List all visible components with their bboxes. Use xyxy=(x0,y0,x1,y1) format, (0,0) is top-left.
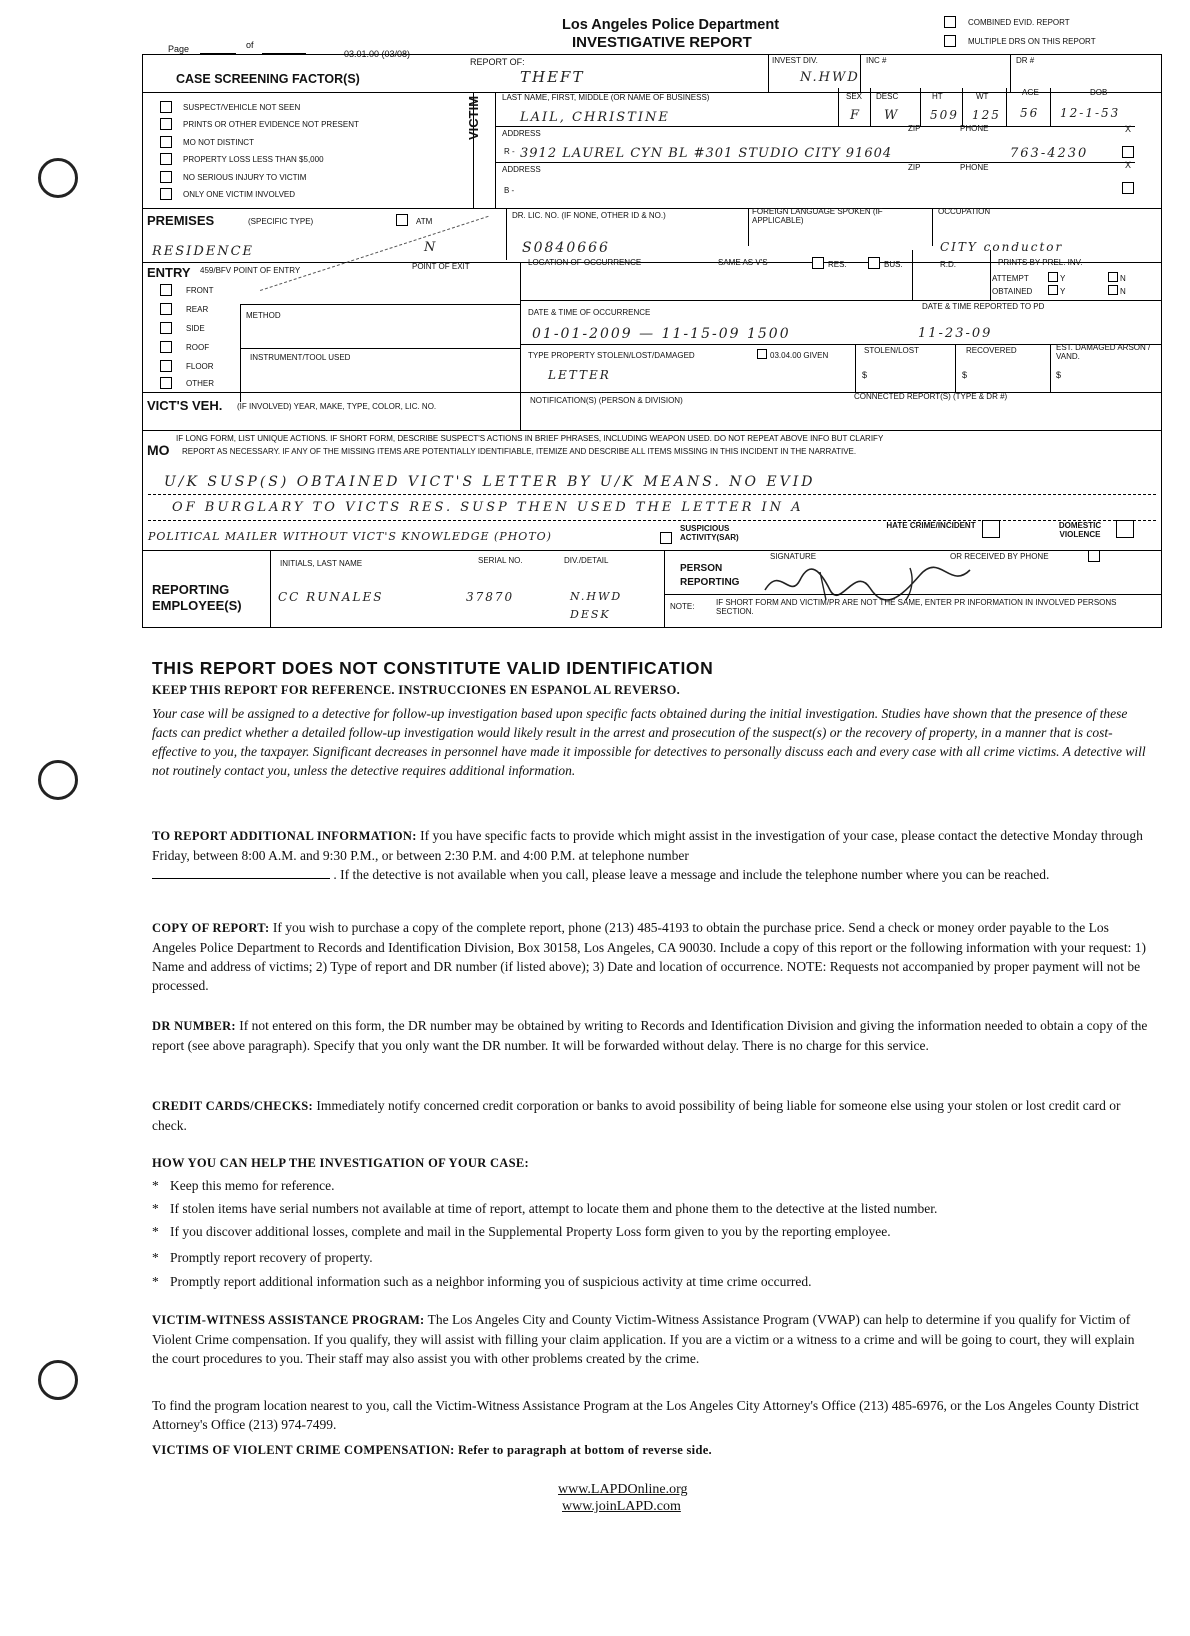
entry-label: ENTRY xyxy=(147,265,191,280)
suspicious-label: SUSPICIOUS ACTIVITY(SAR) xyxy=(680,524,739,542)
given-label: 03.04.00 GIVEN xyxy=(770,351,829,360)
connected-label: CONNECTED REPORT(S) (TYPE & DR #) xyxy=(854,392,1008,401)
premises-value[interactable]: RESIDENCE xyxy=(152,244,255,259)
initials-value[interactable]: CC RUNALES xyxy=(278,590,384,604)
dr-number-paragraph xyxy=(152,1016,1152,1055)
mo-instructions-2: REPORT AS NECESSARY. IF ANY OF THE MISSING ITEMS ARE POTENTIALLY IDENTIFIABLE, ITEMIZE AND DESCRIBE ALL ITEMS MISSING IN THIS INCIDENT IN THE NARRATIVE. xyxy=(182,447,857,456)
screening-checkbox-5[interactable] xyxy=(160,171,172,183)
entry-other-label: OTHER xyxy=(186,379,214,388)
help-item-text: If stolen items have serial numbers not available at time of report, attempt to locate them and phone them to the detective at the listed number. xyxy=(170,1201,938,1216)
mo-instructions-1: IF LONG FORM, LIST UNIQUE ACTIONS. IF SHORT FORM, DESCRIBE SUSPECT'S ACTIONS IN BRIEF PHRASES, INCLUDING WEAPON USED. DO NOT REPEAT ABOVE INFO BUT CLARIFY xyxy=(176,434,884,443)
method-label: METHOD xyxy=(246,311,281,320)
div-value[interactable]: N.HWD DESK xyxy=(570,590,623,621)
sex-label: SEX xyxy=(846,92,863,101)
phone-label-r: PHONE xyxy=(960,124,989,133)
wt-label: WT xyxy=(976,92,989,101)
r-label: R - xyxy=(504,147,515,156)
obtained-n: N xyxy=(1120,287,1126,296)
combined-evid-label: COMBINED EVID. REPORT xyxy=(968,18,1070,27)
screening-checkbox-6[interactable] xyxy=(160,188,172,200)
entry-rear-label: REAR xyxy=(186,305,209,314)
dr-label: DR # xyxy=(1016,56,1035,65)
premises-label: PREMISES xyxy=(147,213,215,228)
address-label-b: ADDRESS xyxy=(502,165,541,174)
attempt-n-checkbox[interactable] xyxy=(1108,272,1118,282)
sex-value[interactable]: F xyxy=(850,108,862,123)
vwap-paragraph xyxy=(152,1310,1152,1368)
damaged-label: EST. DAMAGED ARSON / VAND. xyxy=(1056,343,1151,361)
reported-date-value[interactable]: 11-23-09 xyxy=(918,326,993,341)
r-checkbox[interactable] xyxy=(1122,146,1134,158)
entry-roof-checkbox[interactable] xyxy=(160,341,172,353)
received-by-phone-label: OR RECEIVED BY PHONE xyxy=(950,552,1049,561)
screening-checkbox-2[interactable] xyxy=(160,118,172,130)
obtained-y: Y xyxy=(1060,287,1066,296)
rd-label: R.D. xyxy=(940,260,956,269)
received-by-phone-checkbox[interactable] xyxy=(1088,550,1100,562)
keep-report-line: KEEP THIS REPORT FOR REFERENCE. INSTRUCCIONES EN ESPANOL AL REVERSO. xyxy=(152,683,681,697)
violent-crime-text: Refer to paragraph at bottom of reverse side. xyxy=(458,1443,712,1457)
entry-roof-label: ROOF xyxy=(186,343,210,352)
entry-side-checkbox[interactable] xyxy=(160,322,172,334)
dob-label: DOB xyxy=(1090,88,1108,97)
dl-label: DR. LIC. NO. (IF NONE, OTHER ID & NO.) xyxy=(512,211,666,220)
b-checkbox[interactable] xyxy=(1122,182,1134,194)
vehicle-label: VICT'S VEH. xyxy=(147,398,223,413)
screening-item-5: NO SERIOUS INJURY TO VICTIM xyxy=(183,173,307,182)
desc-label: DESC xyxy=(876,92,899,101)
wt-value[interactable]: 125 xyxy=(972,108,1001,122)
reported-date-label: DATE & TIME REPORTED TO PD xyxy=(922,302,1045,311)
bus-label: BUS. xyxy=(884,260,903,269)
copy-report-title: COPY OF REPORT: xyxy=(152,921,270,935)
suspicious-checkbox[interactable] xyxy=(660,532,672,544)
reporting-label: REPORTING EMPLOYEE(S) xyxy=(152,582,242,613)
additional-info-text: If you have specific facts to provide which might assist in the investigation of your case, please contact the detective Monday through Friday, between 8:00 A.M. and 9:30 P.M., or between 2:30 P.M. and 4:00 P.M. at telephone number xyxy=(152,828,1143,863)
given-checkbox[interactable] xyxy=(757,349,767,359)
stolen-label: STOLEN/LOST xyxy=(864,346,919,355)
screening-item-4: PROPERTY LOSS LESS THAN $5,000 xyxy=(183,155,324,164)
initials-label: INITIALS, LAST NAME xyxy=(280,559,363,568)
dob-value[interactable]: 12-1-53 xyxy=(1060,106,1121,120)
location-label: LOCATION OF OCCURRENCE xyxy=(528,258,642,267)
entry-other-checkbox[interactable] xyxy=(160,377,172,389)
obtained-y-checkbox[interactable] xyxy=(1048,285,1058,295)
occurrence-date-label: DATE & TIME OF OCCURRENCE xyxy=(528,308,651,317)
help-item: * If you discover additional losses, complete and mail in the Supplemental Property Loss form given to you by the reporting employee. xyxy=(152,1224,891,1239)
screening-title: CASE SCREENING FACTOR(S) xyxy=(176,72,360,86)
form-code: 03.01.00 (03/08) xyxy=(344,49,411,59)
info-heading: THIS REPORT DOES NOT CONSTITUTE VALID IDENTIFICATION xyxy=(152,658,714,678)
detective-phone-blank[interactable] xyxy=(152,867,330,879)
help-title: HOW YOU CAN HELP THE INVESTIGATION OF YOUR CASE: xyxy=(152,1156,529,1170)
invest-div-label: INVEST DIV. xyxy=(772,56,818,65)
report-of-value[interactable]: THEFT xyxy=(520,68,585,86)
serial-label: SERIAL NO. xyxy=(478,556,523,565)
age-label: AGE xyxy=(1022,88,1039,97)
victim-name-label: LAST NAME, FIRST, MIDDLE (OR NAME OF BUSINESS) xyxy=(502,93,710,102)
mo-label: MO xyxy=(147,442,170,458)
point-of-exit-label: POINT OF EXIT xyxy=(412,262,470,271)
occurrence-date-value[interactable]: 01-01-2009 — 11-15-09 1500 xyxy=(532,326,791,342)
x-mark-2: X xyxy=(1125,160,1132,170)
vehicle-sub: (IF INVOLVED) YEAR, MAKE, TYPE, COLOR, LIC. NO. xyxy=(237,402,437,411)
ht-value[interactable]: 509 xyxy=(930,108,959,122)
link-lapdonline[interactable]: www.LAPDOnline.org xyxy=(558,1482,688,1497)
page-label: Page xyxy=(168,44,190,54)
note-label: NOTE: xyxy=(670,602,695,611)
attempt-n: N xyxy=(1120,274,1126,283)
help-item-text: Promptly report recovery of property. xyxy=(170,1250,373,1265)
occupation-label: OCCUPATION xyxy=(938,207,991,216)
punch-hole-middle xyxy=(38,760,78,800)
attempt-y-checkbox[interactable] xyxy=(1048,272,1058,282)
additional-info-title: TO REPORT ADDITIONAL INFORMATION: xyxy=(152,829,417,843)
mo-line-3[interactable]: POLITICAL MAILER WITHOUT VICT'S KNOWLEDGE (PHOTO) xyxy=(148,530,552,543)
phone-label-b: PHONE xyxy=(960,163,989,172)
premises-value-2[interactable]: N xyxy=(424,240,438,255)
inc-label: INC # xyxy=(866,56,887,65)
punch-hole-bottom xyxy=(38,1360,78,1400)
bus-checkbox[interactable] xyxy=(868,257,880,269)
mo-line-1[interactable]: U/K SUSP(S) OBTAINED VICT'S LETTER BY U/K MEANS. NO EVID xyxy=(164,474,816,490)
recovered-value[interactable]: $ xyxy=(962,370,968,380)
entry-side-label: SIDE xyxy=(186,324,205,333)
report-of-label: REPORT OF: xyxy=(470,57,525,67)
r-phone-value[interactable]: 763-4230 xyxy=(1010,146,1089,161)
ht-label: HT xyxy=(932,92,943,101)
screening-checkbox-1[interactable] xyxy=(160,101,172,113)
signature-label: SIGNATURE xyxy=(770,552,817,561)
of-label: of xyxy=(246,40,254,50)
mo-line-2[interactable]: OF BURGLARY TO VICTS RES. SUSP THEN USED THE LETTER IN A xyxy=(172,500,804,515)
screening-item-2: PRINTS OR OTHER EVIDENCE NOT PRESENT xyxy=(183,120,359,129)
screening-checkbox-4[interactable] xyxy=(160,153,172,165)
help-item: * Promptly report recovery of property. xyxy=(152,1250,373,1265)
address-label-r: ADDRESS xyxy=(502,129,541,138)
notification-label: NOTIFICATION(S) (PERSON & DIVISION) xyxy=(530,396,683,405)
report-title: INVESTIGATIVE REPORT xyxy=(572,34,752,51)
age-value[interactable]: 56 xyxy=(1020,106,1040,120)
dl-value[interactable]: S0840666 xyxy=(522,240,610,256)
res-checkbox[interactable] xyxy=(812,257,824,269)
credit-text: Immediately notify concerned credit corporation or banks to avoid possibility of being liable for someone else using your stolen or lost credit card or check. xyxy=(152,1098,1121,1133)
r-address-value[interactable]: 3912 LAUREL CYN BL #301 STUDIO CITY 91604 xyxy=(520,146,893,161)
type-property-label: TYPE PROPERTY STOLEN/LOST/DAMAGED xyxy=(528,351,695,360)
atm-label: ATM xyxy=(416,217,433,226)
damaged-value[interactable]: $ xyxy=(1056,370,1062,380)
copy-report-paragraph xyxy=(152,918,1152,995)
invest-div-value[interactable]: N.HWD xyxy=(800,70,860,85)
credit-paragraph xyxy=(152,1096,1152,1135)
entry-floor-label: FLOOR xyxy=(186,362,214,371)
entry-rear-checkbox[interactable] xyxy=(160,303,172,315)
stolen-value[interactable]: $ xyxy=(862,370,868,380)
note-text: IF SHORT FORM AND VICTIM/PR ARE NOT THE SAME, ENTER PR INFORMATION IN INVOLVED PERSONS SECTION. xyxy=(716,598,1117,616)
link-joinlapd[interactable]: www.joinLAPD.com xyxy=(562,1499,681,1514)
screening-item-1: SUSPECT/VEHICLE NOT SEEN xyxy=(183,103,301,112)
hate-checkbox[interactable] xyxy=(982,520,1000,538)
b-label: B - xyxy=(504,186,515,195)
res-label: RES. xyxy=(828,260,847,269)
help-item: * Keep this memo for reference. xyxy=(152,1178,335,1193)
victim-side-label: VICTIM xyxy=(466,95,481,140)
violent-crime-title: VICTIMS OF VIOLENT CRIME COMPENSATION: xyxy=(152,1443,455,1457)
multiple-drs-label: MULTIPLE DRS ON THIS REPORT xyxy=(968,37,1096,46)
obtained-n-checkbox[interactable] xyxy=(1108,285,1118,295)
punch-hole-top xyxy=(38,158,78,198)
occupation-value[interactable]: CITY conductor xyxy=(940,240,1064,254)
serial-value[interactable]: 37870 xyxy=(466,590,515,604)
person-reporting-label: PERSON REPORTING xyxy=(680,563,740,588)
screening-item-3: MO NOT DISTINCT xyxy=(183,138,254,147)
zip-label-r: ZIP xyxy=(908,124,921,133)
combined-evid-checkbox[interactable] xyxy=(944,16,956,28)
screening-checkbox-3[interactable] xyxy=(160,136,172,148)
help-item-text: Promptly report additional information such as a neighbor informing you of suspicious activity at time crime occurred. xyxy=(170,1274,812,1289)
hate-label: HATE CRIME/INCIDENT xyxy=(886,521,976,530)
additional-info-paragraph xyxy=(152,826,1152,884)
div-label: DIV./DETAIL xyxy=(564,556,609,565)
entry-front-checkbox[interactable] xyxy=(160,284,172,296)
prints-label: PRINTS BY PREL. INV. xyxy=(998,258,1083,267)
dr-number-text: If not entered on this form, the DR number may be obtained by writing to Records and Identification Division and giving the information needed to obtain a copy of the report (see above paragraph). Specify that you only want the DR number. It will be forwarded without delay. There is no charge for this service. xyxy=(152,1018,1148,1053)
obtained-label: OBTAINED xyxy=(992,287,1033,296)
type-property-value[interactable]: LETTER xyxy=(548,368,611,382)
attempt-y: Y xyxy=(1060,274,1066,283)
intro-paragraph: Your case will be assigned to a detective for follow-up investigation based upon specific facts obtained during the initial investigation. Studies have shown that the presence of these facts can predict whether a detailed follow-up investigation would likely result in the arrest and prosecution of the suspect(s) or the recovery of property, in a manner that is cost-effective to you, the taxpayer. Significant decreases in personnel have made it impossible for detectives to personally discuss each and every case with all crime victims. A detective will not routinely contact you, unless the detective requires additional information. xyxy=(152,706,1146,778)
help-item: * If stolen items have serial numbers not available at time of report, attempt to locate them and phone them to the detective at the listed number. xyxy=(152,1201,938,1216)
instrument-label: INSTRUMENT/TOOL USED xyxy=(250,353,351,362)
dr-number-title: DR NUMBER: xyxy=(152,1019,236,1033)
victim-name-value[interactable]: LAIL, CHRISTINE xyxy=(520,110,670,125)
vwap-text: The Los Angeles City and County Victim-Witness Assistance Program (VWAP) can help to determine if you qualify for Victim of Violent Crime compensation. If you qualify, they will assist with filling your claim application. If you are a victim or a witness to a crime and will be going to court, they will explain the court procedures to you. Their staff may also assist you with other problems created by the crime. xyxy=(152,1312,1135,1366)
screening-item-6: ONLY ONE VICTIM INVOLVED xyxy=(183,190,296,199)
same-as-vs-label: SAME AS V'S xyxy=(718,258,768,267)
copy-report-text: If you wish to purchase a copy of the complete report, phone (213) 485-4193 to obtain the purchase price. Send a check or money order payable to the Los Angeles Police Department to Records and Identification Division, Box 30158, Los Angeles, CA 90030. Include a copy of this report or the following information with your request: 1) Name and address of victims; 2) Type of report and DR number (if listed above); 3) Date and location of occurrence. NOTE: Requests not accompanied by proper payment will not be processed. xyxy=(152,920,1146,993)
x-mark-1: X xyxy=(1125,124,1132,134)
lang-label: FOREIGN LANGUAGE SPOKEN (IF APPLICABLE) xyxy=(752,207,883,225)
entry-floor-checkbox[interactable] xyxy=(160,360,172,372)
desc-value[interactable]: W xyxy=(884,108,900,123)
domestic-label: DOMESTIC VIOLENCE xyxy=(1058,521,1102,539)
domestic-checkbox[interactable] xyxy=(1116,520,1134,538)
help-item-text: Keep this memo for reference. xyxy=(170,1178,335,1193)
department-name: Los Angeles Police Department xyxy=(562,17,780,33)
help-item: * Promptly report additional information such as a neighbor informing you of suspicious activity at time crime occurred. xyxy=(152,1274,812,1289)
entry-sub: 459/BFV POINT OF ENTRY xyxy=(200,266,301,275)
violent-crime-paragraph xyxy=(152,1440,1152,1460)
additional-info-text-2: . If the detective is not available when you call, please leave a message and include the telephone number where you can be reached. xyxy=(333,867,1050,882)
attempt-label: ATTEMPT xyxy=(992,274,1029,283)
find-program-paragraph: To find the program location nearest to you, call the Victim-Witness Assistance Program at the Los Angeles City Attorney's Office (213) 485-6976, or the Los Angeles County District Attorney's Office (213) 974-7499. xyxy=(152,1398,1139,1432)
help-item-text: If you discover additional losses, complete and mail in the Supplemental Property Loss form given to you by the reporting employee. xyxy=(170,1224,891,1239)
zip-label-b: ZIP xyxy=(908,163,921,172)
multiple-drs-checkbox[interactable] xyxy=(944,35,956,47)
premises-sub: (SPECIFIC TYPE) xyxy=(248,217,314,226)
credit-title: CREDIT CARDS/CHECKS: xyxy=(152,1099,314,1113)
atm-checkbox[interactable] xyxy=(396,214,408,226)
recovered-label: RECOVERED xyxy=(966,346,1017,355)
entry-front-label: FRONT xyxy=(186,286,214,295)
vwap-title: VICTIM-WITNESS ASSISTANCE PROGRAM: xyxy=(152,1313,425,1327)
